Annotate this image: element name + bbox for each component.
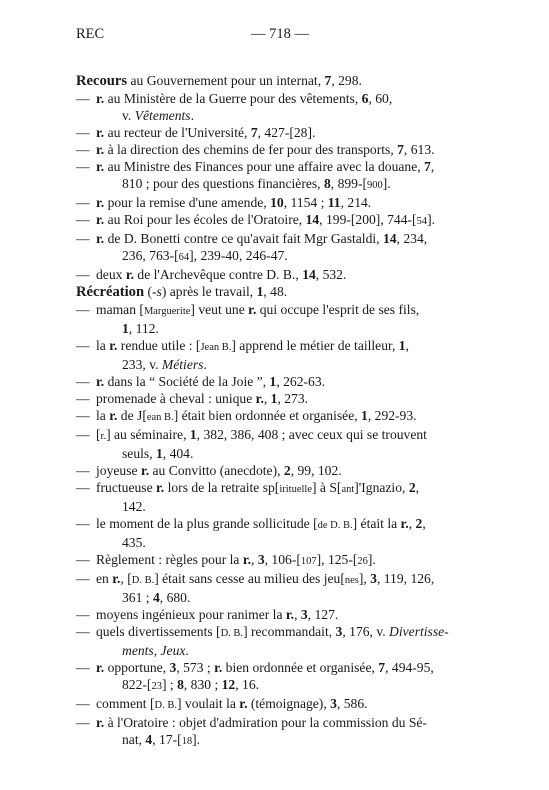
- entry-text: , 1154 ;: [283, 195, 328, 210]
- bracket-text: 64: [178, 252, 190, 263]
- entry-text: ].: [367, 552, 376, 567]
- bold-ref: r.: [112, 571, 121, 586]
- bold-ref: r.: [96, 195, 105, 210]
- bold-ref: r.: [96, 715, 105, 730]
- bracket-text: 23: [151, 681, 162, 692]
- entry-text: ,: [294, 607, 301, 622]
- entry-text: , 292-93.: [367, 408, 417, 423]
- index-subentry: [76, 266, 476, 283]
- entry-text: , 899-[: [330, 176, 368, 191]
- entry-text: deux: [96, 267, 126, 282]
- entry-text: nat,: [122, 732, 146, 747]
- entry-text: , 60,: [368, 91, 393, 106]
- bold-ref: 8: [177, 677, 184, 692]
- entry-text: , 99, 102.: [290, 463, 342, 478]
- italic-ref: s: [156, 284, 162, 299]
- bold-ref: 3: [335, 624, 343, 639]
- bold-ref: r.: [109, 338, 118, 353]
- entry-text: la: [96, 408, 110, 423]
- entry-text: , 404.: [162, 446, 194, 461]
- entry-text: au Ministre des Finances pour une affaire avec la douane,: [104, 159, 425, 174]
- bold-ref: 10: [270, 195, 284, 210]
- entry-text: à la direction des chemins de fer pour des transports,: [104, 142, 398, 157]
- index-subentry: [76, 211, 476, 230]
- entry-dash: —: [76, 607, 90, 622]
- entry-text: 233, v.: [122, 357, 162, 372]
- entry-dash: —: [76, 408, 90, 423]
- bold-ref: r.: [156, 480, 165, 495]
- index-headword-entry: [76, 283, 476, 301]
- entry-text: la: [96, 338, 110, 353]
- bracket-text: r.: [100, 431, 107, 442]
- entry-text: promenade à cheval : unique: [96, 391, 256, 406]
- bold-ref: 4: [145, 732, 153, 747]
- entry-text: , 573 ;: [176, 660, 215, 675]
- index-subentry: [76, 141, 476, 158]
- bold-ref: 7: [397, 142, 404, 157]
- running-head: REC: [76, 26, 105, 42]
- entry-text: , 112.: [128, 321, 159, 336]
- entry-text: de D. Bonetti contre ce qu'avait fait Mgr Gastaldi,: [104, 231, 383, 246]
- entry-dash: —: [76, 427, 90, 442]
- index-subentry: [76, 390, 476, 407]
- entry-text: 822-[: [122, 677, 152, 692]
- bold-ref: 7: [378, 660, 386, 675]
- italic-ref: Jeux: [160, 643, 186, 658]
- entry-dash: —: [76, 374, 90, 389]
- entry-text: , 298.: [331, 73, 362, 88]
- entry-text: ,: [422, 516, 426, 531]
- entry-dash: —: [76, 624, 90, 639]
- entry-text: .: [185, 643, 189, 658]
- entry-dash: —: [76, 142, 90, 157]
- bold-ref: 1: [122, 321, 129, 336]
- entry-text: au Roi pour les écoles de l'Oratoire,: [104, 212, 306, 227]
- entry-text: bien ordonnée et organisée,: [222, 660, 379, 675]
- bold-ref: 3: [370, 571, 377, 586]
- bold-ref: r.: [285, 607, 295, 622]
- entry-text: , 382, 386, 408 ; avec ceux qui se trouvent: [196, 427, 427, 442]
- bracket-text: 900: [367, 180, 383, 191]
- entry-text: moyens ingénieux pour ranimer la: [96, 607, 286, 622]
- entry-dash: —: [76, 391, 90, 406]
- entry-text: au Convitto (anecdote),: [149, 463, 284, 478]
- bold-ref: 2: [408, 480, 416, 495]
- bold-ref: 1: [155, 446, 163, 461]
- bold-ref: r.: [96, 231, 105, 246]
- bold-ref: r.: [242, 552, 252, 567]
- index-subentry: [76, 551, 476, 570]
- bold-ref: r.: [239, 696, 248, 711]
- bracket-text: ean B.: [146, 412, 174, 423]
- entry-dash: —: [76, 91, 90, 106]
- entry-text: ,: [405, 338, 409, 353]
- entry-text: ]'Ignazio,: [354, 480, 409, 495]
- entry-dash: —: [76, 660, 90, 675]
- entry-text: , 176, v.: [342, 624, 390, 639]
- index-subentry: [76, 90, 476, 124]
- entry-text: ], 239-40, 246-47.: [189, 248, 288, 263]
- bold-ref: 14: [382, 231, 397, 246]
- entry-text: ,: [415, 480, 420, 495]
- bold-ref: 3: [330, 696, 337, 711]
- italic-ref: Métiers: [161, 357, 204, 372]
- entry-dash: —: [76, 338, 90, 353]
- index-subentry: [76, 606, 476, 623]
- bold-ref: 1: [361, 408, 368, 423]
- bold-ref: 14: [302, 267, 316, 282]
- entry-text: ] voulait la: [176, 696, 240, 711]
- entry-text: (-: [144, 284, 157, 299]
- bold-ref: 1: [189, 427, 197, 442]
- entry-text: 810 ; pour des questions financières,: [122, 176, 324, 191]
- bold-ref: 3: [300, 607, 308, 622]
- index-subentry: [76, 623, 476, 659]
- entry-text: , 680.: [159, 590, 191, 605]
- bracket-text: 107: [300, 556, 317, 567]
- entry-text: , [: [120, 571, 132, 586]
- index-subentry: [76, 714, 476, 750]
- entry-dash: —: [76, 125, 90, 140]
- bold-ref: r.: [96, 660, 105, 675]
- entry-text: au Gouvernement pour un internat,: [127, 73, 325, 88]
- entry-text: ,: [408, 516, 416, 531]
- entry-dash: —: [76, 516, 90, 531]
- index-subentry: [76, 462, 476, 479]
- entry-text: ].: [427, 212, 436, 227]
- bold-ref: 7: [250, 125, 258, 140]
- bold-ref: 1: [398, 338, 406, 353]
- page-number: — 718 —: [251, 26, 309, 42]
- entry-text: , 613.: [403, 142, 435, 157]
- entry-text: ] veut une: [190, 302, 249, 317]
- entry-text: ,: [430, 159, 435, 174]
- bold-ref: r.: [96, 125, 105, 140]
- entry-text: opportune,: [104, 660, 170, 675]
- entry-text: à l'Oratoire : objet d'admiration pour la commission du Sé-: [104, 715, 427, 730]
- entry-text: [: [96, 427, 101, 442]
- entry-text: .: [190, 108, 194, 123]
- bracket-text: Marguerite: [143, 306, 191, 317]
- entry-dash: —: [76, 195, 90, 210]
- entry-text: de l'Archevêque contre D. B.,: [134, 267, 303, 282]
- entry-text: qui occupe l'esprit de ses fils,: [256, 302, 420, 317]
- bold-ref: 8: [323, 176, 331, 191]
- entry-text: ].: [382, 176, 391, 191]
- bracket-text: irituelle: [279, 484, 312, 495]
- entry-dash: —: [76, 267, 90, 282]
- entry-dash: —: [76, 552, 90, 567]
- entry-dash: —: [76, 302, 90, 317]
- entry-text: au Ministère de la Guerre pour des vêtements,: [104, 91, 362, 106]
- index-subentry: [76, 515, 476, 551]
- index-subentry: [76, 373, 476, 390]
- entry-text: ) après le travail,: [161, 284, 257, 299]
- bold-ref: r.: [96, 91, 105, 106]
- entry-text: ],: [358, 571, 371, 586]
- entry-text: , 494-95,: [385, 660, 434, 675]
- entry-text: ], 125-[: [316, 552, 358, 567]
- entry-text: 142.: [122, 499, 146, 514]
- bold-ref: 1: [256, 284, 264, 299]
- italic-ref: ments: [122, 643, 154, 658]
- entry-dash: —: [76, 463, 90, 478]
- entry-text: 236, 763-[: [122, 248, 179, 263]
- bold-ref: 12: [221, 677, 236, 692]
- bold-ref: r.: [125, 267, 135, 282]
- bracket-text: Jean B.: [200, 342, 232, 353]
- entry-text: ] recommandait,: [243, 624, 336, 639]
- entry-text: , 119, 126,: [376, 571, 435, 586]
- entry-text: , 427-[28].: [257, 125, 316, 140]
- bracket-text: ant: [341, 484, 355, 495]
- entry-dash: —: [76, 212, 90, 227]
- bracket-text: de D. B.: [317, 520, 353, 531]
- entry-text: ,: [251, 552, 258, 567]
- bold-ref: 7: [424, 159, 431, 174]
- bold-ref: r.: [96, 212, 105, 227]
- entry-text: joyeuse: [96, 463, 141, 478]
- index-subentry: [76, 301, 476, 337]
- entry-text: ].: [192, 732, 201, 747]
- entry-text: , 532.: [315, 267, 347, 282]
- entry-text: , 17-[: [152, 732, 182, 747]
- bold-ref: 7: [324, 73, 332, 88]
- entry-text: ] était sans cesse au milieu des jeu[: [154, 571, 345, 586]
- entry-dash: —: [76, 480, 90, 495]
- headword: Recours: [76, 73, 128, 89]
- bold-ref: 3: [169, 660, 177, 675]
- index-subentry: [76, 570, 476, 606]
- entry-text: ] était la: [352, 516, 401, 531]
- bracket-text: D. B.: [154, 700, 177, 711]
- entry-text: .: [203, 357, 207, 372]
- entry-text: maman [: [96, 302, 144, 317]
- bold-ref: 4: [152, 590, 160, 605]
- entry-text: , 234,: [396, 231, 428, 246]
- entry-text: 435.: [122, 535, 146, 550]
- entry-text: pour la remise d'une amende,: [104, 195, 271, 210]
- entry-text: v.: [122, 108, 135, 123]
- entry-text: Règlement : règles pour la: [96, 552, 243, 567]
- bold-ref: r.: [140, 463, 150, 478]
- entry-text: de J[: [117, 408, 147, 423]
- italic-ref: Divertisse-: [389, 624, 449, 639]
- index-subentry: [76, 230, 476, 266]
- entry-text: fructueuse: [96, 480, 157, 495]
- entry-text: , 262-63.: [276, 374, 326, 389]
- bold-ref: r.: [96, 142, 105, 157]
- entry-text: , 830 ;: [183, 677, 222, 692]
- index-subentry: [76, 479, 476, 515]
- bracket-text: 26: [357, 556, 368, 567]
- bold-ref: r.: [255, 391, 264, 406]
- bold-ref: r.: [400, 516, 409, 531]
- entry-text: ] à S[: [311, 480, 342, 495]
- entry-text: comment [: [96, 696, 155, 711]
- entry-text: rendue utile : [: [117, 338, 201, 353]
- entry-text: , 214.: [340, 195, 372, 210]
- bold-ref: 11: [327, 195, 341, 210]
- index-subentry: [76, 407, 476, 426]
- entry-text: , 273.: [277, 391, 309, 406]
- entry-dash: —: [76, 571, 90, 586]
- bold-ref: 1: [270, 391, 278, 406]
- page-header: [76, 26, 484, 44]
- entry-text: , 127.: [307, 607, 339, 622]
- entry-text: lors de la retraite sp[: [164, 480, 280, 495]
- entry-dash: —: [76, 159, 90, 174]
- entry-text: le moment de la plus grande sollicitude [: [96, 516, 318, 531]
- index-subentry: [76, 124, 476, 141]
- entry-text: seuls,: [122, 446, 156, 461]
- entry-text: ] apprend le métier de tailleur,: [231, 338, 399, 353]
- index-subentry: [76, 695, 476, 714]
- entry-text: au recteur de l'Université,: [104, 125, 251, 140]
- index-entries: [76, 72, 476, 750]
- bold-ref: 14: [305, 212, 320, 227]
- bold-ref: 6: [361, 91, 369, 106]
- bold-ref: r.: [214, 660, 223, 675]
- entry-dash: —: [76, 231, 90, 246]
- entry-text: ,: [153, 643, 161, 658]
- bold-ref: r.: [248, 302, 257, 317]
- index-subentry: [76, 194, 476, 211]
- entry-text: dans la “ Société de la Joie ”,: [104, 374, 270, 389]
- bracket-text: 18: [181, 736, 193, 747]
- bold-ref: 3: [257, 552, 265, 567]
- bracket-text: D. B.: [220, 628, 244, 639]
- index-subentry: [76, 659, 476, 695]
- entry-text: en: [96, 571, 113, 586]
- entry-text: ,: [263, 391, 271, 406]
- bold-ref: 2: [415, 516, 423, 531]
- entry-text: 361 ;: [122, 590, 153, 605]
- index-subentry: [76, 426, 476, 462]
- entry-text: ] ;: [161, 677, 178, 692]
- entry-dash: —: [76, 715, 90, 730]
- entry-text: , 199-[200], 744-[: [319, 212, 417, 227]
- headword: Récréation: [76, 284, 145, 300]
- entry-text: , 16.: [235, 677, 260, 692]
- bracket-text: nes: [344, 575, 359, 586]
- bracket-text: 54: [416, 216, 428, 227]
- entry-text: , 106-[: [264, 552, 301, 567]
- entry-text: ] était bien ordonnée et organisée,: [173, 408, 362, 423]
- bold-ref: r.: [96, 159, 105, 174]
- bold-ref: r.: [109, 408, 118, 423]
- entry-text: , 48.: [263, 284, 288, 299]
- index-subentry: [76, 337, 476, 373]
- entry-text: , 586.: [336, 696, 368, 711]
- bold-ref: r.: [96, 374, 105, 389]
- bold-ref: 2: [283, 463, 291, 478]
- entry-text: ] au séminaire,: [106, 427, 190, 442]
- italic-ref: Vêtements: [134, 108, 191, 123]
- entry-text: (témoignage),: [247, 696, 331, 711]
- entry-text: quels divertissements [: [96, 624, 221, 639]
- entry-dash: —: [76, 696, 90, 711]
- index-headword-entry: [76, 72, 476, 90]
- bracket-text: D. B.: [131, 575, 155, 586]
- bold-ref: 1: [269, 374, 277, 389]
- index-subentry: [76, 158, 476, 194]
